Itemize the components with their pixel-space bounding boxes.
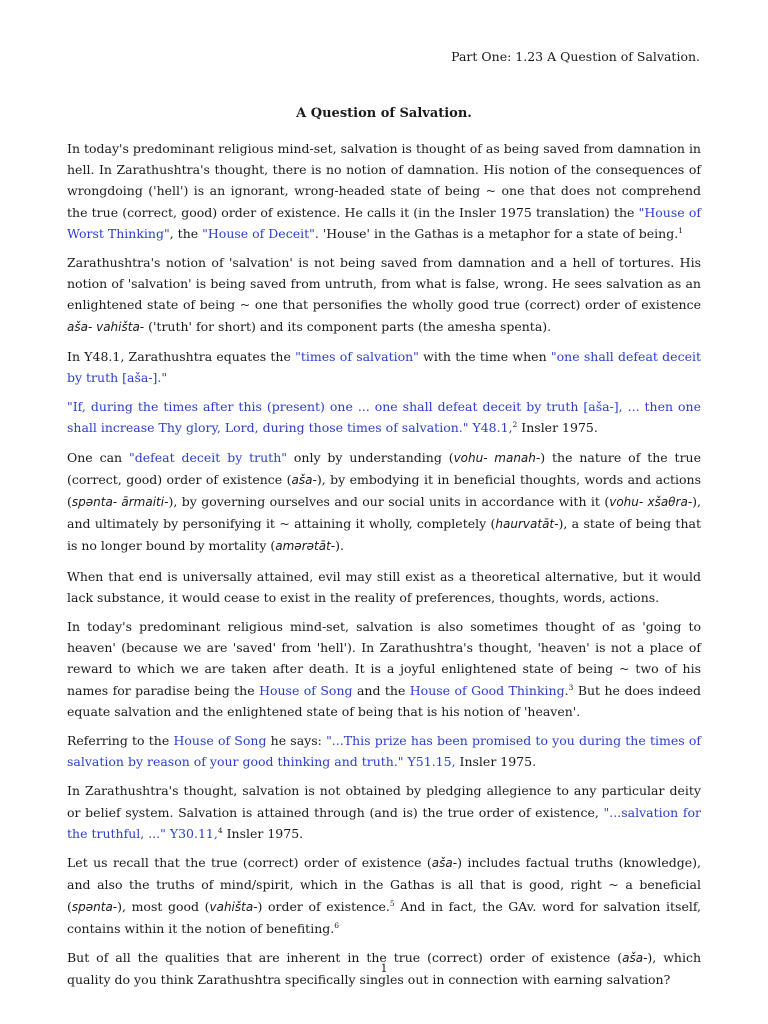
quote-y51-15: "...This prize has been promised to you during the times of salvation by reason of your good thinking and truth." Y51.15, (67, 733, 701, 770)
paragraph-10: Let us recall that the true (correct) order of existence (aša-) includes factual truths (knowledge), and also the truths of mind/spirit, which in the Gathas is all that is good, right ~ a beneficial (spənta-), most good (vahišta-) order of existence.$^5$ And in fact, the GAv. word for salvation itself, contains within it the notion of benefiting.$^6$ (67, 855, 701, 936)
paragraph-4: "If, during the times after this (present) one ... one shall defeat deceit by truth [aša-], ... then one shall increase Thy glory, Lord, during those times of salvation." Y48.1,$^2$ Insler 1975. (67, 399, 701, 436)
footnote-ref-6[interactable]: 6 (334, 920, 340, 930)
footnote-ref-1[interactable]: 1 (678, 225, 683, 235)
paragraph-5: One can "defeat deceit by truth" only by understanding (vohu- manah-) the nature of the true (correct, good) order of existence (aša-), by embodying it in beneficial thoughts, words and actions (spənta- ārmaiti-), by governing ourselves and our social units in accordance with it (vohu- xšaθra-), and ultimately by personifying it ~ attaining it wholly, completely (haurvatāt-), a state of being that is no longer bound by mortality (amərətāt-). (67, 449, 702, 554)
quote-defeat-deceit: "one shall defeat deceit by truth [aša-]." (67, 348, 701, 386)
avestan-term: amərətāt- (275, 539, 336, 554)
document-body (67, 138, 701, 998)
footnote-ref-4[interactable]: 4 (217, 825, 223, 835)
quote-defeat-deceit-by-truth: "defeat deceit by truth" (128, 449, 288, 465)
paragraph-8: Referring to the House of Song he says: "...This prize has been promised to you during the times of salvation by reason of your good thinking and truth." Y51.15, Insler 1975. (67, 733, 701, 770)
paragraph-2: Zarathushtra's notion of 'salvation' is not being saved from damnation and a hell of tortures. His notion of 'salvation' is being saved from untruth, from what is false, wrong. He sees salvation as an enlightened state of being ~ one that personifies the wholly good true (correct) order of existence aša- vahišta- ('truth' for short) and its component parts (the amesha spenta). (67, 255, 701, 334)
paragraph-11: But of all the qualities that are inherent in the true (correct) order of existence (aša-), which quality do you think Zarathushtra specifically singles out in connection with earning salvation? (67, 949, 701, 988)
quote-house-of-worst-thinking: "House of Worst Thinking" (67, 204, 701, 241)
paragraph-9: In Zarathushtra's thought, salvation is not obtained by pledging allegience to any particular deity or belief system. Salvation is attained through (and is) the true order of existence, "...salvation for the truthful, ..." Y30.11,$^4$ Insler 1975. (67, 783, 702, 841)
document-title: A Question of Salvation. (296, 106, 472, 121)
footnote-ref-3[interactable]: 3 (568, 682, 574, 692)
footnote-ref-2[interactable]: 2 (512, 420, 518, 430)
quote-y48-1: "If, during the times after this (present) one ... one shall defeat deceit by truth [aša-], ... then one shall increase Thy glory, Lord, during those times of salvation." Y48.1, (67, 399, 701, 436)
avestan-term: aša- (431, 856, 458, 871)
paragraph-1: In today's predominant religious mind-set, salvation is thought of as being saved from damnation in hell. In Zarathushtra's thought, there is no notion of damnation. His notion of the consequences of wrongdoing ('hell') is an ignorant, wrong-headed state of being ~ one that does not comprehend the true (correct, good) order of existence. He calls it (in the Insler 1975 translation) the "House of Worst Thinking", the "House of Deceit". 'House' in the Gathas is a metaphor for a state of being.$^1$ (67, 141, 701, 241)
house-of-song: House of Song (173, 733, 267, 749)
paragraph-6: When that end is universally attained, evil may still exist as a theoretical alternative, but it would lack substance, it would cease to exist in the reality of preferences, thoughts, words, actions. (67, 568, 701, 605)
avestan-term: spənta- (71, 899, 118, 914)
running-header: Part One: 1.23 A Question of Salvation. (451, 49, 700, 64)
avestan-term: aša- vahišta- (67, 319, 145, 334)
paragraph-3: In Y48.1, Zarathushtra equates the "times of salvation" with the time when "one shall defeat deceit by truth [aša-]." (67, 348, 701, 386)
footnote-ref-5[interactable]: 5 (389, 898, 395, 908)
avestan-term: vahišta- (209, 899, 258, 914)
page-number: 1 (380, 962, 388, 975)
paragraph-7: In today's predominant religious mind-set, salvation is also sometimes thought of as 'going to heaven' (because we are 'saved' from 'hell'). In Zarathushtra's thought, 'heaven' is not a place of reward to which we are taken after death. It is a joyful enlightened state of being ~ two of his names for paradise being the House of Song and the House of Good Thinking.$^3$ But he does indeed equate salvation and the enlightened state of being that is his notion of 'heaven'. (67, 619, 702, 719)
quote-house-of-deceit: "House of Deceit" (202, 225, 315, 241)
avestan-term: aša- (291, 472, 317, 487)
avestan-term: vohu- manah- (453, 450, 541, 465)
avestan-term: haurvatāt- (495, 517, 559, 532)
avestan-term: spənta- ārmaiti- (71, 495, 169, 510)
avestan-term: aša- (622, 950, 648, 965)
avestan-term: vohu- xšaθra- (609, 495, 693, 510)
house-of-song: House of Song (259, 682, 353, 698)
quote-times-of-salvation: "times of salvation" (295, 348, 419, 364)
quote-y30-11: "...salvation for the truthful, ..." Y30.11, (67, 804, 702, 841)
house-of-good-thinking: House of Good Thinking (409, 682, 565, 698)
